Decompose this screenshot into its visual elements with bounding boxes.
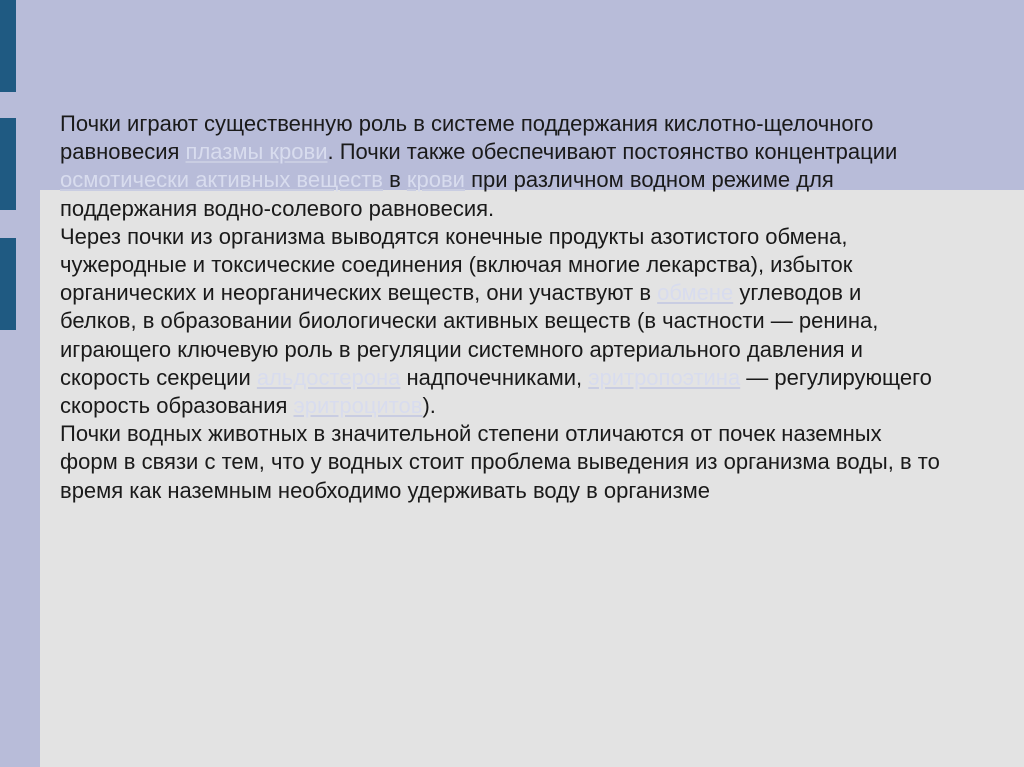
text-run: надпочечниками,: [400, 364, 589, 390]
text-run: Через почки из организма выводятся конечные продукты азотистого обмена, чужеродные и токсические соединения (включая многие лекарства), избыток органических и неорганических веществ, они участвуют в: [60, 223, 853, 306]
text-run: в: [382, 167, 407, 193]
text-run: Почки играют существенную роль в системе поддержания кислотно-щелочного равновесия: [60, 111, 874, 165]
slide-body-text: [60, 110, 940, 505]
link-erythrocytes[interactable]: эритроцитов: [293, 393, 423, 419]
link-aldosterone[interactable]: альдостерона: [256, 364, 401, 390]
paragraph-aquatic: Почки водных животных в значительной степени отличаются от почек наземных форм в связи с тем, что у водных стоит проблема выведения из организма воды, в то время как наземным необходимо удерживать воду в организме: [60, 421, 940, 503]
accent-bar: [0, 118, 16, 210]
text-run: углеводов и белков, в образовании биологически активных веществ (в частности — ренина, играющего ключевую роль в регуляции системного артериального давления и скорость секреции: [60, 280, 879, 390]
text-run: . Почки также обеспечивают постоянство концентрации: [327, 139, 898, 165]
paragraph-acid-base: [60, 110, 940, 223]
link-erythropoietin[interactable]: эритропоэтина: [588, 364, 741, 390]
link-metabolism[interactable]: обмене: [657, 280, 734, 306]
slide-left-band: [0, 0, 40, 767]
accent-bar: [0, 238, 16, 330]
link-osmotic-substances[interactable]: осмотически активных веществ: [60, 167, 383, 193]
text-run: ).: [422, 393, 436, 419]
text-run: при различном водном режиме для поддержания водно-солевого равновесия.: [60, 167, 834, 221]
paragraph-excretion: [60, 223, 940, 420]
link-blood[interactable]: крови: [406, 167, 465, 193]
link-blood-plasma[interactable]: плазмы крови: [185, 139, 328, 165]
accent-bar: [0, 0, 16, 92]
text-run: — регулирующего скорость образования: [60, 364, 932, 419]
